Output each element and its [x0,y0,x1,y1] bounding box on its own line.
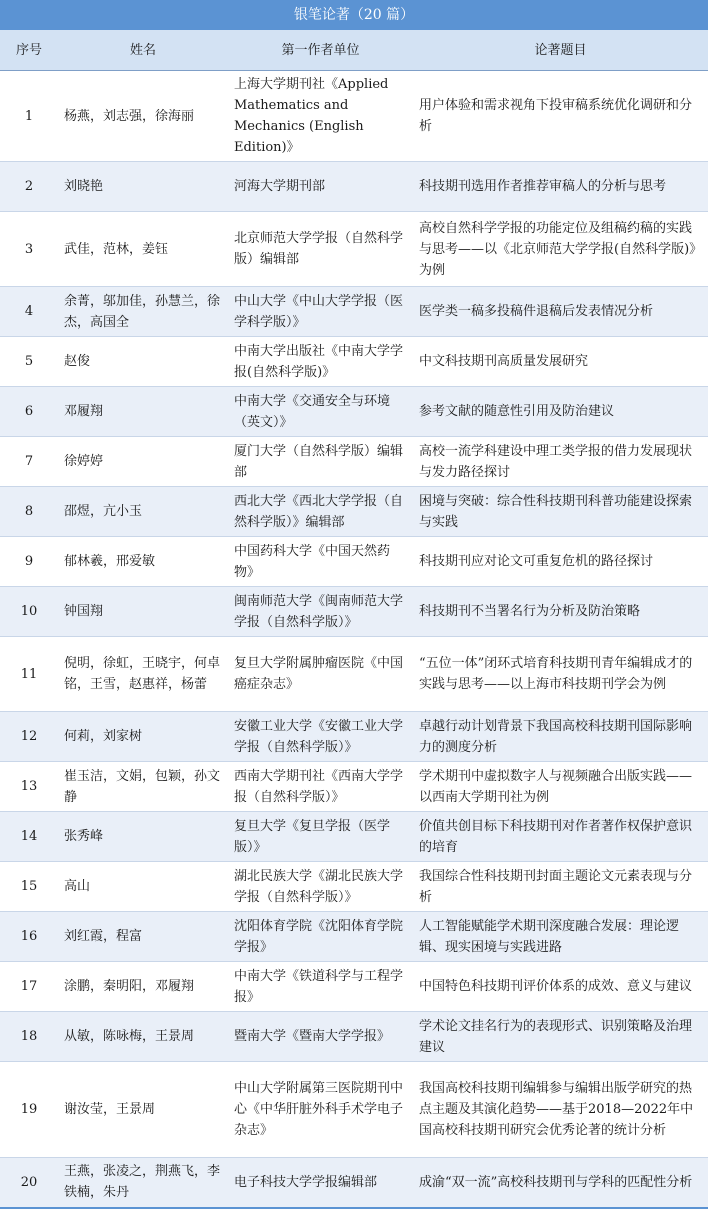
row-paper-title: “五位一体”闭环式培育科技期刊青年编辑成才的实践与思考——以上海市科技期刊学会为例 [413,637,708,712]
row-affiliation: 复旦大学《复旦学报（医学版）》 [228,812,413,862]
row-paper-title: 学术期刊中虚拟数字人与视频融合出版实践——以西南大学期刊社为例 [413,762,708,812]
row-paper-title: 价值共创目标下科技期刊对作者著作权保护意识的培育 [413,812,708,862]
row-authors: 钟国翔 [58,587,228,637]
table-title-row [0,0,708,30]
row-affiliation: 中山大学附属第三医院期刊中心《中华肝脏外科手术学电子杂志》 [228,1062,413,1158]
row-no: 6 [0,387,58,437]
table-row [0,812,708,862]
header-no: 序号 [0,30,58,71]
row-no: 20 [0,1158,58,1208]
row-authors: 从敏，陈咏梅，王景周 [58,1012,228,1062]
row-affiliation: 西南大学期刊社《西南大学学报（自然科学版）》 [228,762,413,812]
row-no: 3 [0,212,58,287]
row-paper-title: 科技期刊选用作者推荐审稿人的分析与思考 [413,162,708,212]
row-affiliation: 北京师范大学学报（自然科学版）编辑部 [228,212,413,287]
table-row [0,862,708,912]
table-row [0,287,708,337]
row-paper-title: 人工智能赋能学术期刊深度融合发展：理论逻辑、现实困境与实践进路 [413,912,708,962]
row-authors: 何莉，刘家树 [58,712,228,762]
table-row [0,487,708,537]
row-authors: 刘红霞，程富 [58,912,228,962]
table-row [0,162,708,212]
row-no: 19 [0,1062,58,1158]
row-paper-title: 卓越行动计划背景下我国高校科技期刊国际影响力的测度分析 [413,712,708,762]
table-title: 银笔论著（20 篇） [0,0,708,30]
row-no: 4 [0,287,58,337]
row-authors: 邵煜，亢小玉 [58,487,228,537]
row-no: 5 [0,337,58,387]
row-paper-title: 学术论文挂名行为的表现形式、识别策略及治理建议 [413,1012,708,1062]
row-affiliation: 厦门大学（自然科学版）编辑部 [228,437,413,487]
table-row [0,587,708,637]
row-no: 8 [0,487,58,537]
row-paper-title: 高校自然科学学报的功能定位及组稿约稿的实践与思考——以《北京师范大学学报(自然科学版)》为例 [413,212,708,287]
table-header-row [0,30,708,71]
row-authors: 徐婷婷 [58,437,228,487]
header-unit: 第一作者单位 [228,30,413,71]
row-affiliation: 中山大学《中山大学学报（医学科学版）》 [228,287,413,337]
table-row [0,337,708,387]
row-paper-title: 医学类一稿多投稿件退稿后发表情况分析 [413,287,708,337]
row-authors: 武佳，范林，姜钰 [58,212,228,287]
row-paper-title: 困境与突破：综合性科技期刊科普功能建设探索与实践 [413,487,708,537]
row-authors: 倪明，徐虹，王晓宇，何卓铭，王雪，赵惠祥，杨蕾 [58,637,228,712]
row-authors: 余菁，邬加佳，孙慧兰，徐杰，高国全 [58,287,228,337]
table-row [0,762,708,812]
row-paper-title: 高校一流学科建设中理工类学报的借力发展现状与发力路径探讨 [413,437,708,487]
row-affiliation: 中国药科大学《中国天然药物》 [228,537,413,587]
table-row [0,1158,708,1208]
row-no: 2 [0,162,58,212]
table-row [0,537,708,587]
table-row [0,1062,708,1158]
table-row [0,387,708,437]
row-no: 13 [0,762,58,812]
row-affiliation: 西北大学《西北大学学报（自然科学版）》编辑部 [228,487,413,537]
row-authors: 崔玉洁，文娟，包颖，孙文静 [58,762,228,812]
row-affiliation: 复旦大学附属肿瘤医院《中国癌症杂志》 [228,637,413,712]
row-authors: 张秀峰 [58,812,228,862]
row-no: 16 [0,912,58,962]
row-no: 7 [0,437,58,487]
row-affiliation: 安徽工业大学《安徽工业大学学报（自然科学版）》 [228,712,413,762]
header-name: 姓名 [58,30,228,71]
row-paper-title: 我国高校科技期刊编辑参与编辑出版学研究的热点主题及其演化趋势——基于2018—2022年中国高校科技期刊研究会优秀论著的统计分析 [413,1062,708,1158]
row-authors: 郁林羲，邢爱敏 [58,537,228,587]
row-no: 1 [0,71,58,162]
row-no: 10 [0,587,58,637]
row-affiliation: 上海大学期刊社《Applied Mathematics and Mechanics (English Edition)》 [228,71,413,162]
row-authors: 刘晓艳 [58,162,228,212]
table-row [0,912,708,962]
row-authors: 谢汝莹，王景周 [58,1062,228,1158]
row-paper-title: 参考文献的随意性引用及防治建议 [413,387,708,437]
row-no: 12 [0,712,58,762]
row-paper-title: 我国综合性科技期刊封面主题论文元素表现与分析 [413,862,708,912]
table-row [0,71,708,162]
row-affiliation: 暨南大学《暨南大学学报》 [228,1012,413,1062]
row-no: 14 [0,812,58,862]
header-title: 论著题目 [413,30,708,71]
row-affiliation: 闽南师范大学《闽南师范大学学报（自然科学版）》 [228,587,413,637]
table-row [0,1012,708,1062]
row-affiliation: 电子科技大学学报编辑部 [228,1158,413,1208]
row-affiliation: 中南大学《铁道科学与工程学报》 [228,962,413,1012]
row-authors: 杨燕，刘志强，徐海丽 [58,71,228,162]
row-affiliation: 中南大学《交通安全与环境（英文）》 [228,387,413,437]
row-no: 18 [0,1012,58,1062]
row-paper-title: 成渝“双一流”高校科技期刊与学科的匹配性分析 [413,1158,708,1208]
row-no: 15 [0,862,58,912]
table-row [0,637,708,712]
row-paper-title: 中文科技期刊高质量发展研究 [413,337,708,387]
row-affiliation: 沈阳体育学院《沈阳体育学院学报》 [228,912,413,962]
row-authors: 涂鹏，秦明阳，邓履翔 [58,962,228,1012]
row-authors: 王燕，张凌之，荆燕飞，李铁楠，朱丹 [58,1158,228,1208]
row-authors: 邓履翔 [58,387,228,437]
row-paper-title: 科技期刊应对论文可重复危机的路径探讨 [413,537,708,587]
row-affiliation: 中南大学出版社《中南大学学报(自然科学版)》 [228,337,413,387]
table-row [0,962,708,1012]
row-paper-title: 用户体验和需求视角下投审稿系统优化调研和分析 [413,71,708,162]
row-no: 11 [0,637,58,712]
row-affiliation: 湖北民族大学《湖北民族大学学报（自然科学版）》 [228,862,413,912]
row-no: 17 [0,962,58,1012]
row-paper-title: 科技期刊不当署名行为分析及防治策略 [413,587,708,637]
row-paper-title: 中国特色科技期刊评价体系的成效、意义与建议 [413,962,708,1012]
row-authors: 高山 [58,862,228,912]
table-row [0,437,708,487]
table-row [0,712,708,762]
row-authors: 赵俊 [58,337,228,387]
table-row [0,212,708,287]
row-no: 9 [0,537,58,587]
row-affiliation: 河海大学期刊部 [228,162,413,212]
